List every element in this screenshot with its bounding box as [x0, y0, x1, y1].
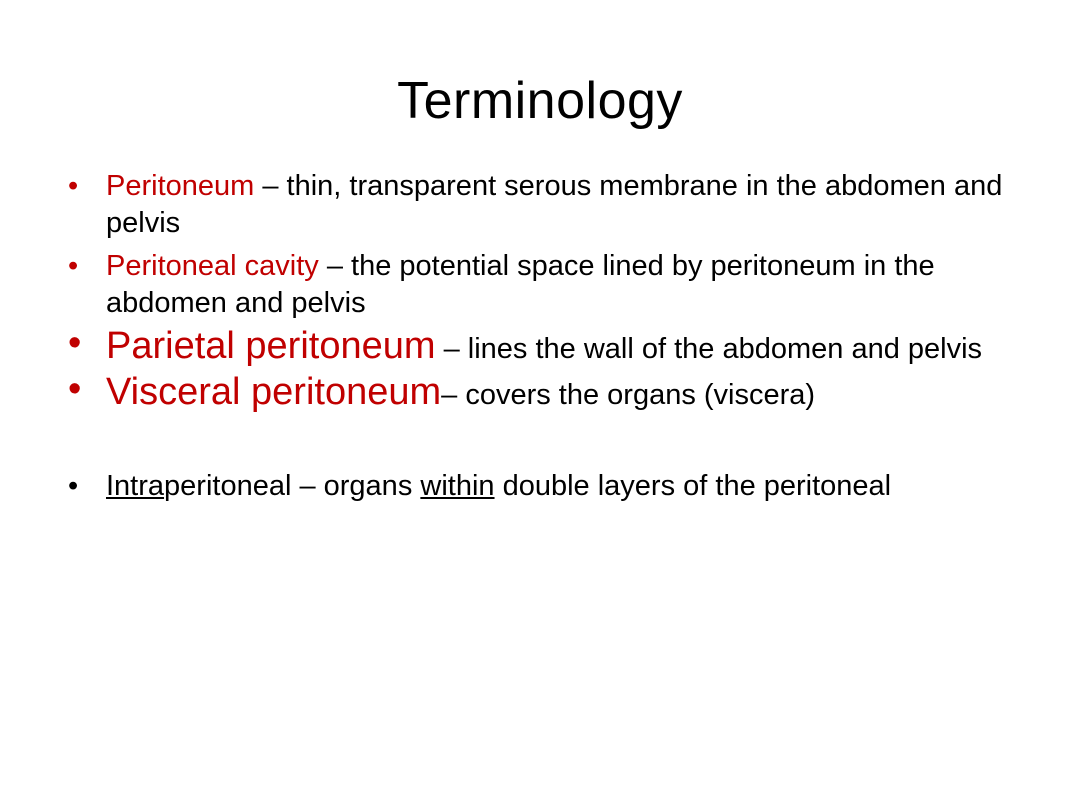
slide-title: Terminology: [397, 72, 683, 130]
bullet-peritoneum: [66, 168, 1006, 242]
term-visceral-peritoneum: Visceral peritoneum: [106, 371, 442, 413]
intra-prefix: Intra: [106, 470, 165, 502]
bullet-intraperitoneal: [66, 468, 1006, 505]
intra-text-2: double layers of the peritoneal: [494, 470, 892, 502]
bullet-visceral-peritoneum: [66, 368, 1006, 414]
intra-text-1: peritoneal – organs: [164, 470, 421, 502]
bullet-list: [66, 168, 1006, 511]
definition-peritoneal-cavity: – the potential space lined by peritoneum in the abdomen and pelvis: [106, 250, 935, 319]
term-peritoneum: Peritoneum: [106, 170, 255, 202]
term-peritoneal-cavity: Peritoneal cavity: [106, 250, 319, 282]
intra-within: within: [420, 470, 495, 502]
bullet-parietal-peritoneum: [66, 322, 1006, 368]
bullet-dot-icon: •: [68, 470, 79, 502]
definition-peritoneum: – thin, transparent serous membrane in the abdomen and pelvis: [106, 170, 1003, 239]
bullet-dot-icon: •: [68, 368, 82, 410]
bullet-peritoneal-cavity: [66, 248, 1006, 322]
bullet-dot-icon: •: [68, 170, 79, 202]
bullet-spacer: [66, 420, 1006, 468]
bullet-dot-icon: •: [68, 322, 82, 364]
definition-visceral-peritoneum: – covers the organs (viscera): [441, 379, 816, 411]
bullet-dot-icon: •: [68, 250, 79, 282]
term-parietal-peritoneum: Parietal peritoneum: [106, 325, 436, 367]
definition-parietal-peritoneum: – lines the wall of the abdomen and pelvis: [435, 333, 983, 365]
